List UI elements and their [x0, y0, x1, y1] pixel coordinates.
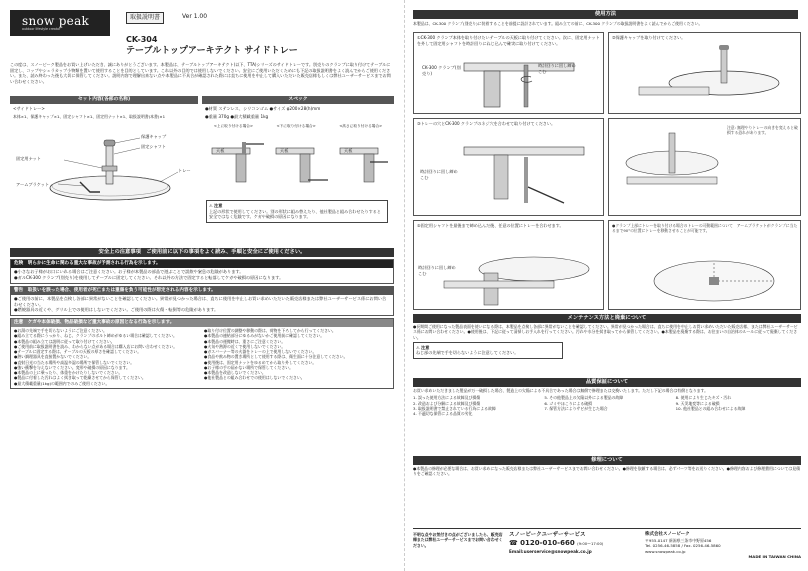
- step-4-diagram: [617, 123, 727, 213]
- version: Ver 1.00: [182, 13, 208, 20]
- diagram-label-top: <上に取り付ける場合>: [213, 123, 254, 128]
- caution-left-column: ●お湯の先端で手を切らないようにご注意ください。 ●組み立てる際にうっかり、ねじ、クランプのボルト締めがゆるい場合は確認してください。 ●本製品の組み立ては説明に従って取り付けてください。 ●ご使用前に取扱説明書を読み、わからない点がある場合は購入店にお問い合わせください。 ●テーブルに固定する際は、テーブルの天板の厚さを確認してください。 ●熱い調理器具を直接置かないでください。 ●直射日光の当たる場所や高温多湿の場所で保管しないでください。 ●強い衝撃を与えないでください。変形や破損の原因になります。 ●本製品の上に乗ったり、体重をかけたりしないでください。 ●製品に付着した汚れはよく拭き取って乾燥させてから保管してください。 ●最大積載重量(1kg)の範囲内でのみご使用ください。: [14, 328, 178, 386]
- label-cap: 保護キャップ: [141, 134, 167, 139]
- snowpeak-logo: [10, 10, 110, 36]
- model-number: CK-304: [126, 35, 158, 44]
- warning-item: ●燃焼器具の近くや、グリル上での使用はしないでください。ご使用の際は火傷・転倒等の危険があります。: [14, 307, 219, 313]
- step-3-text: ③トレーの穴とCK-300 クランプのネジ穴を合わせて取り付けてください。: [417, 121, 556, 126]
- maintenance-section: [413, 314, 801, 359]
- step-3-panel: [413, 118, 604, 216]
- tenban-3: 天板: [344, 148, 353, 153]
- user-service-label: スノーピークユーザーサービス: [509, 532, 586, 538]
- intro-text: この度は、スノーピーク製品をお買い上げいただき、誠にありがとうございます。本製品は、テーブルトップアーキテクト(以下、TTA)シリーズのサイドトレーです。別売りのクランプに取り付けてテーブルに固定し、コップやシェラカップ小物類を置いて使用することを目的としています。これ以外の目的では使用しないでください。安全にご使用いただくためにも下記の取扱説明書をよく読んでからご使用ください。また、読み終わった後も大切に保管してください。説明内容で理解出来ない点や本製品に不具合が確認された際には直ちに使用を中止して購入いただいた販売店様もしくは弊社ユーザーサービスまでお問い合わせください。: [10, 62, 391, 84]
- quality-section: [413, 378, 801, 416]
- warning-title: 警告 取扱いを誤った場合、使用者が死亡または重傷を負う可能性が想定される内容を示します。: [11, 287, 393, 295]
- right-page: [404, 0, 808, 571]
- label-shaft: 固定シャフト: [141, 144, 167, 149]
- danger-block: [10, 259, 394, 284]
- brand-tagline: outdoor lifestyle creator: [22, 26, 61, 31]
- quality-heading: 品質保証について: [413, 378, 801, 387]
- set-contents: [10, 96, 198, 214]
- step-5-text: ⑤固定用シャフトを最後まで締め込んだ後、任意の位置にトレーを合わせます。: [417, 223, 564, 228]
- clamp-label: CK-300 クランプ(別売り): [422, 65, 461, 76]
- spec-section: [202, 96, 394, 236]
- set-heading: セット内容(各部の名称): [10, 96, 198, 104]
- email-link[interactable]: Email:userservice@snowpeak.co.jp: [509, 548, 592, 554]
- phone-icon: ☎: [509, 539, 518, 548]
- spec-heading: スペック: [202, 96, 394, 104]
- maintenance-notice: ⚠ 注意 ねじ部の先端で手を切らないように注意してください。: [413, 342, 563, 359]
- step-2-diagram: [629, 43, 789, 113]
- step-2-panel: [608, 32, 801, 114]
- label-tray: トレー: [178, 168, 191, 173]
- label-nut: 固定用ナット: [16, 156, 42, 161]
- cw-label-2: 時計回りに回し締めこむ: [420, 169, 458, 180]
- brand-name: snow peak: [22, 13, 90, 28]
- quality-list: 1. 誤った使用方法による故障及び損傷 5. その他製品上の欠陥以外による製品の故障 8. 使用により生じたキズ・汚れ 2. 改造および分解による故障及び損傷 6. ゴミやほこりによる破損 9. 天災地変等による破損 3. 取扱説明書で禁止されている行為による故障 7. 保管方法によりサビが生じた場合 10. 他社製品との組み合わせによる故障 4. 不適切な保管による品質の劣化: [413, 395, 746, 417]
- spec-notice: [206, 200, 388, 223]
- made-in: MADE IN TAIWAN CHINA: [748, 553, 801, 559]
- quality-body: お買い求めいただきました製品が万一破損した場合、製造上の欠陥による不具合であった場合は無償で修理または交換いたします。ただし下記の場合は有償となります。: [413, 388, 709, 394]
- product-title: テーブルトップアーキテクト サイドトレー: [126, 46, 298, 56]
- phone-number[interactable]: ☎ 0120-010-660 (9:00〜17:00): [509, 539, 604, 548]
- repair-body: ●本製品の修理が必要な場合は、お買い求めになった販売店様または弊社ユーザーサービスまでお問い合わせください。●修理を依頼する場合は、必ずパーツ等をお送りください。●修理内容および修理費用については見積りをご確認ください。: [413, 466, 801, 477]
- warning-icon: ⚠ 注意: [209, 203, 223, 208]
- danger-item: ●ガルCK-300 クランプ(別売り)を使用してテーブルに固定してください。それ以外の方法で固定すると転落してケガや破損の原因になります。: [14, 275, 284, 280]
- website-link[interactable]: www.snowpeak.co.jp: [645, 548, 686, 554]
- caution-right-column: ●取り付け位置の調整や移動の際は、荷物を下ろしてから行ってください。 ●本製品の連結部分にゆるみがないかご使用前に確認してください。 ●本製品の運搬時は、重さにご注意ください。 ●火気や熱源の近くで使用しないでください。 ●ガスバーナー等の火器をトレーの上で使用しないでください。 ●食品や飲み物の置き場所として使用する際は、衛生面に十分注意してください。 ●使用後は、固定用ナットをゆるめてから取り外してください。 ●お子様の手の届かない場所で保管してください。 ●本製品を改造しないでください。 ●他社製品との組み合わせでの使用はしないでください。: [204, 328, 348, 381]
- spec-line-1: ●材質 ステンレス、シリコンゴム ●サイズ φ200×28(h)mm: [205, 106, 321, 112]
- company-info: 株式会社スノーピーク 〒955-0147 新潟県三条市中野原456 Tel. 0256-46-5858 / Fax. 0256-46-5860 www.snowpeak.co.jp MADE IN TAIWAN CHINA: [645, 532, 801, 559]
- cw-label-1: 時計回りに回し締めこむ: [538, 63, 576, 74]
- components-label: <サイドトレー>: [13, 106, 45, 112]
- safety-section: [10, 248, 394, 389]
- side-note-panel: [608, 220, 801, 310]
- caution-block: [10, 318, 394, 389]
- footer-contact-note: 不明な点やお気付きの点がございましたら、販売店様または弊社ユーザーサービスまでお問い合わせください。: [413, 532, 503, 548]
- repair-section: [413, 456, 801, 477]
- spec-line-2: ●重量 370g ●最大積載重量 1kg: [205, 114, 269, 120]
- tenban-2: 天板: [280, 148, 289, 153]
- diagram-label-bottom: <下に取り付ける場合>: [276, 123, 316, 128]
- label-bracket: アームブラケット: [16, 182, 50, 187]
- danger-title: 危険 明らかに生命に関わる重大な事故が予測される行為を示します。: [11, 260, 393, 268]
- side-note-text: ●クランプ上部にトレーを取り付ける場合のトレーの可動範囲について アームブラケットがクランプに当たるまで90°の位置にトレーを移動させることが可能です。: [612, 223, 798, 234]
- caution-title: 注意 ケガや本体破損、物品破損など重大事故の原因となる行為を示します。: [11, 319, 393, 327]
- warning-icon: ⚠ 注意: [416, 344, 430, 350]
- repair-heading: 修理について: [413, 456, 801, 465]
- warning-item: ●ご使用の前に、本製品を点検し各部に異常がないことを確認してください。異常が見つかった場合は、直ちに使用を中止しお買い求めいただいた販売店様または弊社ユーザーサービス係にお問い合わせください。: [14, 295, 387, 307]
- step-2-text: ②保護キャップを取り付けてください。: [612, 35, 686, 40]
- step-1-panel: [413, 32, 604, 114]
- diagram-label-height: <高さに取り付ける場合>: [339, 123, 383, 128]
- usage-intro: 本製品は、CK-300 クランプ(別売り)に装着することを前提に設計されています。組み立ての前に、CK-300 クランプの取扱説明書をよく読んでからご使用ください。: [413, 21, 703, 27]
- step-1-text: ①CK-300 クランプ本体を取り付けたいテーブルの天板に取り付けてください。次に、固定用ナットを外して固定用シャフトを時計回りにねじ込んで確実に取り付けてください。: [417, 35, 600, 46]
- rotation-diagram: [639, 251, 789, 309]
- step-4-panel: [608, 118, 801, 216]
- maintenance-heading: メンテナンス方法と廃棄について: [413, 314, 801, 323]
- footer: [413, 528, 801, 564]
- mount-diagrams: [206, 140, 390, 188]
- cw-label-3: 時計回りに回し締めこむ: [418, 265, 456, 276]
- usage-heading: 使用方法: [413, 10, 798, 19]
- spec-notice-text: 上記の形状で使用してください。別の形状に組み替えたり、他社製品と組み合わせたりすると安全ではなく危険です。ケガや破損の原因になります。: [209, 208, 381, 220]
- warning-block: [10, 286, 394, 316]
- step-5-panel: [413, 220, 604, 310]
- product-diagram: [40, 126, 190, 212]
- maintenance-body: ●長期間ご使用になった製品表面を使いになる際は、本製品を点検し各部に異常がないことを確認してください。異常が見つかった場合は、直ちに使用を中止しお買い求めいただいた販売店様、または弊社ユーザーサービス係にお問い合わせください。●使用後は、下記に従って清掃しお手入れを行ってください。汚れや水分を拭き取ってから保管してください。●本製品を廃棄する際は、お住まいの自治体のルールに従って廃棄してください。: [413, 324, 798, 340]
- user-service: [509, 532, 639, 564]
- step-4-caution-note: 注意: 無理やりトレーの向きを変えると破損する恐れがあります。: [727, 125, 798, 136]
- components-list: 本体×1、保護キャップ×1、固定シャフト×1、固定用ナット×1、取扱説明書(本書)×1: [13, 114, 166, 120]
- manual-label: 取扱説明書: [126, 12, 164, 24]
- danger-item: ●小さなお子様がお口にいれる場合はご注意ください。お子様が本製品の部品で遊ぶことで誤飲や窒息の危険があります。: [14, 269, 244, 275]
- safety-heading: 安全上の注意事項 ご使用前に以下の事項をよく読み、手順と安全にご使用ください。: [10, 248, 394, 257]
- tenban-1: 天板: [216, 148, 225, 153]
